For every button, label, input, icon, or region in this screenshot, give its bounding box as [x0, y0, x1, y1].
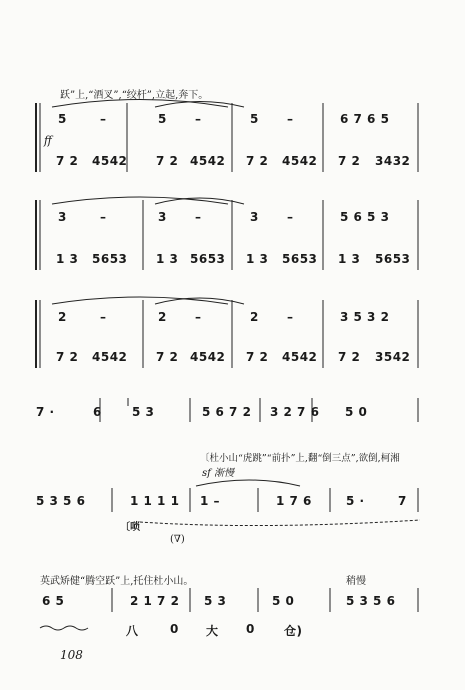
s2-bot-3: 1 3 — [156, 252, 179, 266]
s1-top-5: 5 — [250, 112, 259, 126]
l6-4: 5 0 — [272, 594, 295, 608]
s2-top-3: 3 — [158, 210, 167, 224]
s3-bot-2: 4542 — [92, 350, 128, 364]
s3-top-2: – — [100, 310, 107, 324]
s2-top-1: 3 — [58, 210, 67, 224]
s3-bot-3: 7 2 — [156, 350, 179, 364]
s1-top-6: – — [287, 112, 294, 126]
suona-mark: 〔唢 — [120, 522, 140, 533]
dynamic-sf: sf 渐慢 — [202, 468, 235, 479]
perc-1: 八 — [126, 624, 139, 638]
dynamic-ff: ff — [44, 134, 52, 147]
s3-top-1: 2 — [58, 310, 67, 324]
l5-2: 1 1 1 1 — [130, 494, 180, 508]
l4-3: 5 3 — [132, 405, 155, 419]
l5-6: 7 — [398, 494, 407, 508]
s1-top-7: 6 7 6 5 — [340, 112, 390, 126]
s2-bot-2: 5653 — [92, 252, 128, 266]
tempo-mark: 稍慢 — [346, 576, 366, 587]
s3-top-5: 2 — [250, 310, 259, 324]
l6-3: 5 3 — [204, 594, 227, 608]
perc-3: 大 — [206, 624, 219, 638]
s1-bot-1: 7 2 — [56, 154, 79, 168]
l6-1: 6 5 — [42, 594, 65, 608]
page-number: 108 — [60, 648, 83, 662]
s1-bot-3: 7 2 — [156, 154, 179, 168]
suona-paren: (∇) — [170, 534, 185, 545]
s2-top-2: – — [100, 210, 107, 224]
s3-bot-1: 7 2 — [56, 350, 79, 364]
s2-top-6: – — [287, 210, 294, 224]
s1-top-3: 5 — [158, 112, 167, 126]
stage-direction-3: 英武矫健“腾空跃”上,托住杜小山。 — [40, 576, 194, 587]
perc-2: 0 — [170, 622, 179, 636]
l4-5: 3 2 7 6 — [270, 405, 320, 419]
s3-bot-7: 7 2 — [338, 350, 361, 364]
stage-direction-1: 跃”上,“酒叉”,“绞杆”,立起,奔下。 — [60, 90, 209, 101]
s3-bot-5: 7 2 — [246, 350, 269, 364]
s1-bot-7: 7 2 — [338, 154, 361, 168]
s2-top-5: 3 — [250, 210, 259, 224]
s2-bot-6: 5653 — [282, 252, 318, 266]
l5-1: 5 3 5 6 — [36, 494, 86, 508]
s3-bot-4: 4542 — [190, 350, 226, 364]
s1-top-4: – — [195, 112, 202, 126]
s2-bot-7: 1 3 — [338, 252, 361, 266]
s3-top-3: 2 — [158, 310, 167, 324]
s1-bot-5: 7 2 — [246, 154, 269, 168]
s2-bot-5: 1 3 — [246, 252, 269, 266]
s1-top-1: 5 — [58, 112, 67, 126]
stage-direction-2: 〔杜小山“虎跳”“前扑”上,翻“倒三点”,欲倒,柯湘 — [200, 453, 400, 464]
l5-5: 5 · — [346, 494, 365, 508]
l6-5: 5 3 5 6 — [346, 594, 396, 608]
s3-top-4: – — [195, 310, 202, 324]
s2-bot-4: 5653 — [190, 252, 226, 266]
l4-6: 5 0 — [345, 405, 368, 419]
perc-5: 仓) — [284, 624, 303, 638]
s2-bot-8: 5653 — [375, 252, 411, 266]
s2-top-4: – — [195, 210, 202, 224]
l4-2: 6 — [93, 405, 102, 419]
s1-bot-8: 3432 — [375, 154, 411, 168]
s3-top-7: 3 5 3 2 — [340, 310, 390, 324]
l4-4: 5 6 7 2 — [202, 405, 252, 419]
s2-bot-1: 1 3 — [56, 252, 79, 266]
l6-2: 2 1 7 2 — [130, 594, 180, 608]
l4-1: 7 · — [36, 405, 55, 419]
s3-bot-8: 3542 — [375, 350, 411, 364]
s1-top-2: – — [100, 112, 107, 126]
l5-4: 1 7 6 — [276, 494, 312, 508]
perc-4: 0 — [246, 622, 255, 636]
s2-top-7: 5 6 5 3 — [340, 210, 390, 224]
s1-bot-2: 4542 — [92, 154, 128, 168]
s1-bot-4: 4542 — [190, 154, 226, 168]
l5-3: 1 – — [200, 494, 221, 508]
s3-top-6: – — [287, 310, 294, 324]
s3-bot-6: 4542 — [282, 350, 318, 364]
s1-bot-6: 4542 — [282, 154, 318, 168]
